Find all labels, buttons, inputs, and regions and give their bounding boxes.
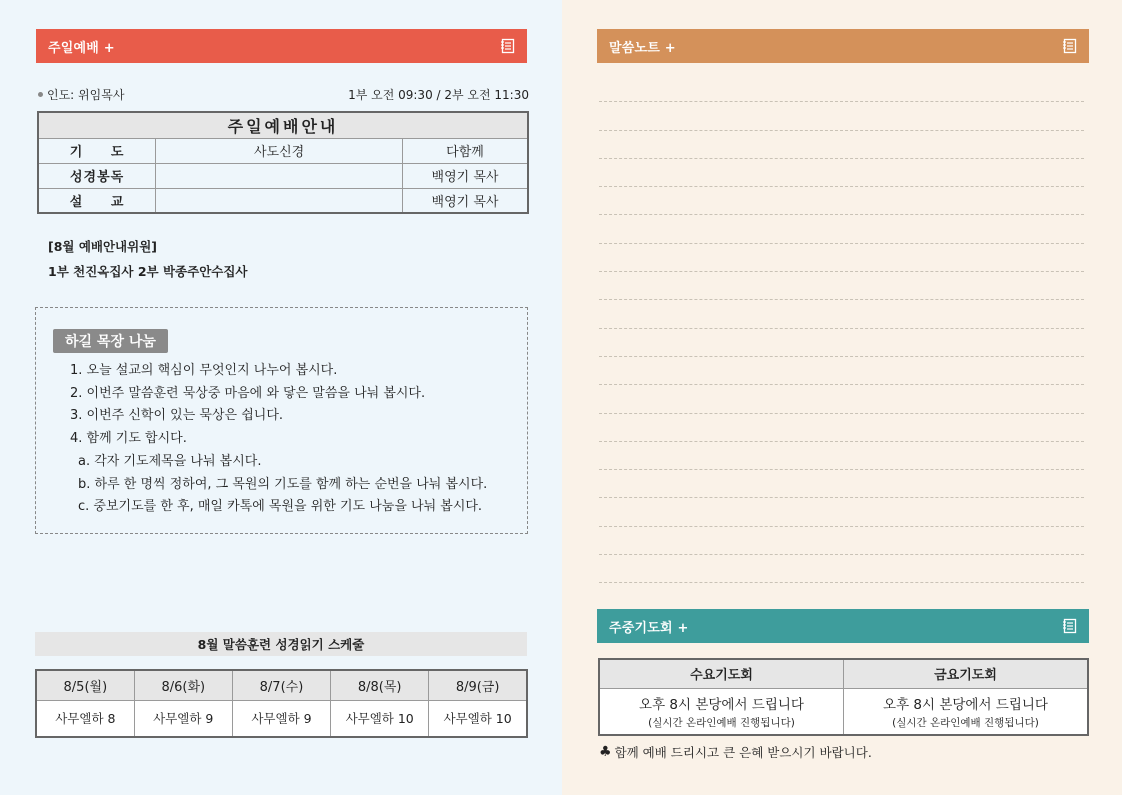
list-item: 1. 오늘 설교의 핵심이 무엇인지 나누어 봅시다. [70,363,338,378]
sharing-list [70,360,487,519]
list-item: 4. 함께 기도 합시다. [70,431,187,447]
sharing-box [35,307,528,534]
note-line [599,159,1084,187]
sharing-title: 하길 목장 나눔 [53,329,168,353]
note-line [599,215,1084,243]
schedule-date-row [36,670,527,700]
schedule-reading: 사무엘하 10 [429,700,527,737]
schedule-table [35,669,528,738]
schedule-reading: 사무엘하 10 [331,700,429,737]
usher-title: [8월 예배안내위원] [48,239,158,254]
usher-info [48,234,248,284]
prayer-header-row [599,659,1088,688]
bullet-icon [38,92,43,97]
prayer-name: 금요기도회 [844,659,1089,688]
note-line [599,442,1084,470]
prayer-body-row [599,688,1088,735]
row-person: 백영기 목사 [403,163,528,188]
table-row [38,188,528,213]
note-line [599,300,1084,328]
note-header[interactable] [597,29,1089,63]
note-line [599,527,1084,555]
worship-order-table [37,111,529,214]
list-item: 3. 이번주 신학이 있는 묵상은 쉽니다. [70,408,284,424]
note-line [599,74,1084,102]
note-line [599,272,1084,300]
schedule-date: 8/7(수) [232,670,330,700]
note-header-title: 말씀노트 + [609,40,676,56]
row-label: 설 교 [38,188,156,213]
note-line [599,329,1084,357]
note-line [599,555,1084,583]
prayer-time: 오후 8시 본당에서 드립니다 [883,696,1048,713]
note-line [599,498,1084,526]
prayer-note: (실시간 온라인예배 진행됩니다) [892,716,1039,729]
table-row [38,163,528,188]
schedule-title: 8월 말씀훈련 성경읽기 스케줄 [35,632,527,656]
list-subitem: c. 중보기도를 한 후, 매일 카톡에 목원을 위한 기도 나눔을 나눠 봅시다. [78,499,483,515]
club-icon: ♣ [599,744,612,760]
worship-leader [38,86,124,103]
schedule-reading: 사무엘하 8 [36,700,134,737]
note-line [599,187,1084,215]
worship-table-title: 주일예배안내 [38,112,528,138]
blessing-text: 함께 예배 드리시고 큰 은혜 받으시기 바랍니다. [614,745,872,760]
worship-header[interactable] [36,29,527,63]
note-line [599,244,1084,272]
schedule-date: 8/5(월) [36,670,134,700]
note-line [599,470,1084,498]
row-content [156,163,403,188]
row-label: 성경봉독 [38,163,156,188]
table-row [38,138,528,163]
schedule-reading: 사무엘하 9 [232,700,330,737]
prayer-header-title: 주중기도회 + [609,620,689,636]
row-person: 다함께 [403,138,528,163]
list-item: 2. 이번주 말씀훈련 묵상중 마음에 와 닿은 말씀을 나눠 봅시다. [70,385,426,401]
schedule-reading-row [36,700,527,737]
worship-info-row [38,86,529,103]
note-lines[interactable] [599,74,1084,583]
prayer-detail [599,688,844,735]
note-line [599,131,1084,159]
schedule-date: 8/6(화) [134,670,232,700]
note-line [599,357,1084,385]
prayer-name: 수요기도회 [599,659,844,688]
notebook-icon[interactable] [500,38,516,54]
usher-names: 1부 천진옥집사 2부 박종주안수집사 [48,264,248,279]
note-line [599,102,1084,130]
notebook-icon[interactable] [1062,618,1078,634]
prayer-header[interactable] [597,609,1089,643]
worship-times: 1부 오전 09:30 / 2부 오전 11:30 [348,88,529,102]
row-person: 백영기 목사 [403,188,528,213]
schedule-date: 8/9(금) [429,670,527,700]
schedule-reading: 사무엘하 9 [134,700,232,737]
blessing [599,743,872,761]
note-line [599,414,1084,442]
prayer-detail [844,688,1089,735]
note-line [599,385,1084,413]
prayer-time: 오후 8시 본당에서 드립니다 [639,696,804,713]
notebook-icon[interactable] [1062,38,1078,54]
list-subitem: a. 각자 기도제목을 나눠 봅시다. [78,453,262,469]
schedule-date: 8/8(목) [331,670,429,700]
worship-leader-text: 인도: 위임목사 [47,88,125,102]
prayer-table [598,658,1089,736]
right-page [562,0,1122,795]
worship-header-title: 주일예배 + [48,40,115,56]
row-content [156,188,403,213]
prayer-note: (실시간 온라인예배 진행됩니다) [648,716,795,729]
row-label: 기 도 [38,138,156,163]
row-content: 사도신경 [156,138,403,163]
list-subitem: b. 하루 한 명씩 정하여, 그 목원의 기도를 함께 하는 순번을 나눠 봅시다. [78,476,488,492]
